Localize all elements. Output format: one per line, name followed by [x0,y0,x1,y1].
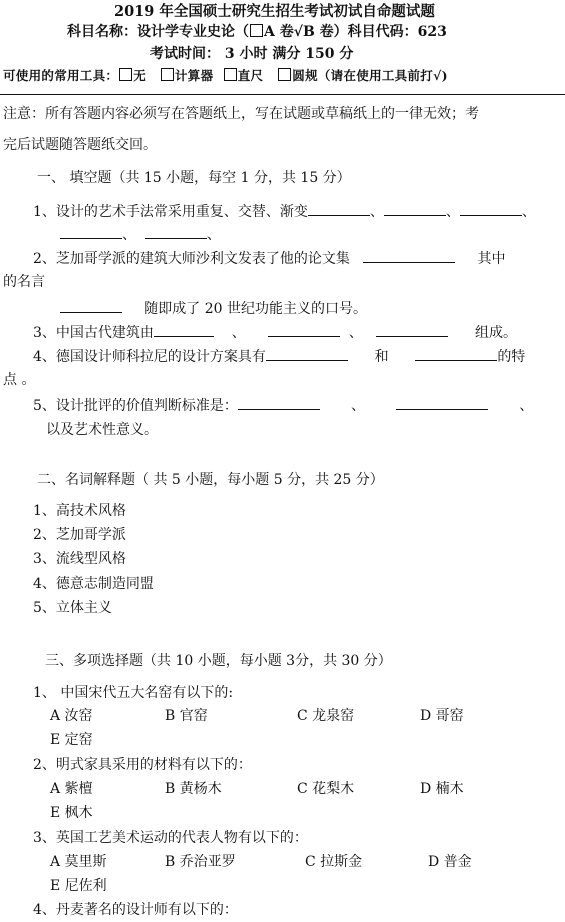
q1-blank-4 [60,225,122,239]
q2-line-3 [60,299,367,318]
q3-sep: 、 [348,325,363,341]
section-1-heading: 一、 填空题（共 15 小题，每空 1 分，共 15 分） [37,170,351,186]
q4-text: 4、德国设计师科拉尼的设计方案具有 [33,349,266,365]
q1-text: 1、设计的艺术手法常采用重复、交替、渐变 [33,204,308,220]
q5-line-2: 以及艺术性意义。 [46,422,158,438]
mc-q3-option-b: B 乔治亚罗 [165,854,236,870]
q4-and: 和 [374,349,389,365]
q5-blank-1 [238,396,320,410]
term-1: 1、高技术风格 [33,503,126,519]
mc-q1-option-b: B 官窑 [165,708,208,724]
mc-q1: 1、 中国宋代五大名窑有以下的: [33,685,234,701]
q1-sep: 、 [206,227,221,243]
q2-text-end: 随即成了 20 世纪功能主义的口号。 [144,301,367,317]
q3-blank-3 [376,323,448,337]
q3-text: 3、中国古代建筑由 [33,325,154,341]
q4-end: 的特 [497,349,526,365]
q2-mid: 其中 [477,251,506,267]
mc-q1-option-c: C 龙泉窑 [297,708,355,724]
q5-blank-2 [396,396,488,410]
paper-a-label: A 卷 [264,24,294,40]
q3-line [33,323,517,342]
exam-time: 考试时间： 3 小时 满分 150 分 [150,46,354,62]
q5-line-1 [33,396,533,415]
tool-calc-checkbox [161,68,174,81]
subject-line [67,23,447,41]
mc-q2-option-b: B 黄杨木 [165,781,222,797]
tool-ruler-checkbox [224,68,237,81]
term-2: 2、芝加哥学派 [33,527,126,543]
q3-end: 组成。 [474,325,517,341]
section-3-heading: 三、多项选择题（共 10 小题，每小题 3分，共 30 分） [45,653,392,669]
mc-q3-option-e: E 尼佐利 [50,878,107,894]
header-divider [0,94,565,95]
section-2-heading: 二、名词解释题（ 共 5 小题，每小题 5 分，共 25 分） [37,472,384,488]
term-5: 5、立体主义 [33,600,112,616]
q1-blank-1 [308,202,370,216]
mc-q3-option-d: D 普金 [428,854,472,870]
tool-compass-label: 圆规（请在使用工具前打 [292,68,434,83]
q1-line-1 [33,202,536,221]
q4-blank-2 [415,347,497,361]
mc-q1-option-d: D 哥窑 [420,708,464,724]
mc-q2-option-e: E 枫木 [50,805,93,821]
q1-blank-3 [460,202,522,216]
mc-q2: 2、明式家具采用的材料有以下的： [33,757,252,773]
q1-sep: 、 [521,204,536,220]
term-4: 4、德意志制造同盟 [33,576,154,592]
subject-name: 科目名称：设计学专业史论（ [67,24,249,40]
mc-q2-option-a: A 紫檀 [50,781,93,797]
q2-line-1 [33,249,506,268]
tool-calc-label: 计算器 [174,68,214,83]
q1-blank-5 [145,225,207,239]
q4-blank-1 [266,347,348,361]
mc-q2-option-c: C 花梨木 [297,781,355,797]
q5-sep: 、 [351,398,366,414]
tool-none-label: 无 [133,68,147,83]
mc-q3-option-a: A 莫里斯 [50,854,107,870]
q5-sep: 、 [519,398,534,414]
mc-q3: 3、英国工艺美术运动的代表人物有以下的： [33,830,308,846]
q1-sep: 、 [445,204,460,220]
q1-blank-2 [384,202,446,216]
tools-label: 可使用的常用工具： [3,68,119,83]
q3-sep: 、 [231,325,246,341]
paper-a-checkbox [250,24,263,37]
q1-line-2 [60,225,221,244]
q4-line-1 [33,347,525,366]
mc-q1-option-e: E 定窑 [50,732,93,748]
q1-sep: 、 [122,227,136,243]
notice-line-1: 注意：所有答题内容必须写在答题纸上，写在试题或草稿纸上的一律无效；考 [3,106,479,122]
q2-blank-2 [60,299,122,313]
tool-ruler-label: 直尺 [237,68,264,83]
notice-line-2: 完后试题随答题纸交回。 [3,137,157,153]
term-3: 3、流线型风格 [33,551,126,567]
q3-blank-1 [154,323,214,337]
q2-text: 2、芝加哥学派的建筑大师沙利文发表了他的论文集 [33,251,350,267]
q2-blank-1 [363,249,455,263]
tools-line [3,67,448,85]
mc-q2-option-d: D 楠木 [420,781,464,797]
tool-none-checkbox [119,68,132,81]
q5-text: 5、设计批评的价值判断标准是： [33,398,238,414]
paper-b-label: √B 卷）科目代码：623 [293,24,447,40]
q4-line-2: 点 。 [3,372,36,388]
exam-title: 2019 年全国硕士研究生招生考试初试自命题试题 [114,3,435,20]
tool-compass-checkbox [278,68,291,81]
mc-q3-option-c: C 拉斯金 [305,854,363,870]
q3-blank-2 [268,323,340,337]
q1-sep: 、 [369,204,384,220]
mc-q4: 4、丹麦著名的设计师有以下的： [33,902,238,918]
q2-line-2: 的名言 [3,274,45,290]
tool-check-mark: √) [433,68,448,83]
mc-q1-option-a: A 汝窑 [50,708,93,724]
